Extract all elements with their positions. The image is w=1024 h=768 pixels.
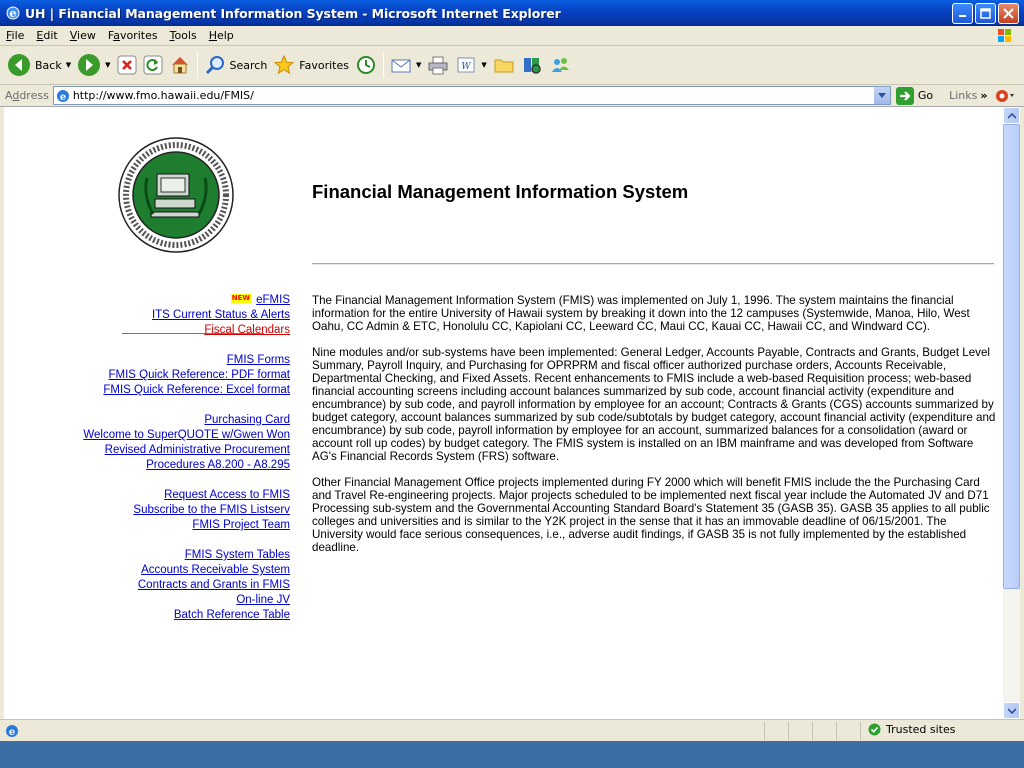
- mail-icon: [390, 54, 412, 76]
- maximize-icon: [980, 8, 991, 19]
- menu-view[interactable]: View: [69, 29, 96, 42]
- nav-link-project-team[interactable]: FMIS Project Team: [192, 519, 290, 531]
- nav-link-contracts-grants[interactable]: Contracts and Grants in FMIS: [137, 579, 290, 591]
- go-button[interactable]: Go: [896, 87, 933, 105]
- status-pane: [764, 722, 765, 740]
- chevron-down-icon: ▼: [416, 61, 422, 69]
- chevron-down-icon: ▼: [481, 61, 487, 69]
- chevron-up-icon: [1008, 113, 1016, 119]
- forward-button[interactable]: [74, 50, 113, 80]
- side-navigation: [83, 293, 290, 623]
- scrollbar-thumb[interactable]: [1003, 124, 1020, 589]
- article-body: [312, 294, 998, 567]
- forward-arrow-icon: [77, 53, 101, 77]
- messenger-button[interactable]: [546, 50, 574, 80]
- menu-file[interactable]: File: [6, 29, 25, 42]
- desktop-background: [0, 741, 1024, 768]
- nav-link-system-tables[interactable]: FMIS System Tables: [184, 549, 290, 561]
- close-window-button[interactable]: [998, 3, 1019, 24]
- address-bar: [0, 85, 1024, 107]
- menu-favorites[interactable]: Favorites: [107, 29, 158, 42]
- minimize-button[interactable]: [952, 3, 973, 24]
- page-title: Financial Management Information System: [312, 181, 689, 202]
- fmis-seal-logo: [117, 136, 235, 254]
- back-button[interactable]: Back ▼: [4, 50, 74, 80]
- toolbar-separator: [197, 52, 198, 78]
- status-pane: [812, 722, 813, 740]
- address-field[interactable]: [53, 86, 891, 105]
- research-button[interactable]: [518, 50, 546, 80]
- chevron-down-icon: ▼: [65, 61, 72, 69]
- paragraph: The Financial Management Information System (FMIS) was implemented on July 1, 1996. The system maintains the financial information for the entire University of Hawaii system by breaking it down into the 12 campuses (Systemwide, Manoa, Hilo, West Oahu, CC Admin & ETC, Honolulu CC, Kapiolani CC, Leeward CC, Maui CC, Kauai CC, Hawaii CC, and Windward CC).: [312, 294, 970, 333]
- word-edit-icon: [455, 54, 477, 76]
- security-zone[interactable]: Trusted sites: [868, 723, 956, 736]
- standard-toolbar: [0, 46, 1024, 85]
- menu-help[interactable]: Help: [208, 29, 234, 42]
- status-pane: [860, 722, 861, 740]
- links-toolbar[interactable]: Links: [949, 89, 978, 102]
- vertical-scrollbar[interactable]: [1003, 107, 1020, 719]
- nav-link-listserv[interactable]: Subscribe to the FMIS Listserv: [133, 504, 290, 516]
- chevron-down-icon: [1008, 708, 1016, 714]
- folder-button[interactable]: [490, 50, 518, 80]
- minimize-icon: [958, 8, 968, 18]
- history-button[interactable]: [352, 50, 380, 80]
- svg-text:e: e: [8, 726, 16, 738]
- menu-tools[interactable]: Tools: [169, 29, 197, 42]
- page-icon: [56, 89, 70, 103]
- nav-link-quick-ref-excel[interactable]: FMIS Quick Reference: Excel format: [103, 384, 290, 396]
- windows-logo-icon: [986, 27, 1020, 45]
- nav-link-request-access[interactable]: Request Access to FMIS: [164, 489, 290, 501]
- nav-link-batch-reference[interactable]: Batch Reference Table: [173, 609, 290, 621]
- title-divider: [312, 263, 994, 265]
- search-button[interactable]: Search: [201, 50, 271, 80]
- status-pane: [836, 722, 837, 740]
- maximize-button[interactable]: [975, 3, 996, 24]
- nav-link-fmis-forms[interactable]: FMIS Forms: [226, 354, 290, 366]
- chevron-down-icon: ▼: [105, 61, 111, 69]
- svg-text:e: e: [9, 7, 17, 20]
- nav-link-purchasing-card[interactable]: Purchasing Card: [204, 414, 290, 426]
- nav-link-accounts-receivable[interactable]: Accounts Receivable System: [141, 564, 290, 576]
- chevron-down-icon: [878, 93, 886, 99]
- nav-link-fiscal-calendars[interactable]: Fiscal Calendars: [204, 324, 290, 336]
- nav-link-quick-ref-pdf[interactable]: FMIS Quick Reference: PDF format: [108, 369, 290, 381]
- research-book-icon: [521, 54, 543, 76]
- history-icon: [355, 54, 377, 76]
- refresh-icon: [143, 55, 163, 75]
- paragraph: Nine modules and/or sub-systems have been implemented: General Ledger, Accounts Payable, Contracts and Grants, Budget Level Summary, Payroll Inquiry, and Purchasing for OPRPRM and fiscal officer authorized purchase orders, Accounts Receivable, Departmental Checking, and Fixed Assets. Recent enhancements to FMIS include a web-based Requisition process; web-based financial accounting screens including account balances summarized by sub code, account financial activity (expenditure and encumbrance) by sub code, and payroll information by employee for an account; Contracts & Grants (CGS) accounts summarized by budget category, account balances summarized by sub code/subtotals by budget category, account financial activity (expenditure and encumbrance) by sub code, payroll information by employee for an account, summarized balances for a consolidation (award or account roll up codes) by budget category. The FMIS system is installed on an IBM mainframe and was developed from Software AG's Financial Records System (FRS) software.: [312, 346, 996, 463]
- address-dropdown-button[interactable]: [873, 87, 890, 104]
- search-icon: [204, 54, 226, 76]
- menu-edit[interactable]: Edit: [36, 29, 58, 42]
- messenger-people-icon: [549, 54, 571, 76]
- refresh-button[interactable]: [140, 50, 166, 80]
- nav-link-its-status[interactable]: ITS Current Status & Alerts: [151, 309, 290, 321]
- home-button[interactable]: [166, 50, 194, 80]
- page-content: [0, 107, 1024, 719]
- status-pane: [788, 722, 789, 740]
- address-input[interactable]: [73, 89, 863, 102]
- close-icon: [1003, 8, 1014, 19]
- nav-link-superquote[interactable]: Welcome to SuperQUOTE w/Gwen Won: [83, 429, 290, 441]
- scroll-up-button[interactable]: [1003, 107, 1020, 124]
- window-title: UH | Financial Management Information System - Microsoft Internet Explorer: [25, 5, 561, 21]
- new-badge: NEW: [231, 294, 251, 302]
- status-bar: [0, 719, 1024, 741]
- mail-button[interactable]: [387, 50, 424, 80]
- favorites-button[interactable]: Favorites: [270, 50, 352, 80]
- svg-text:e: e: [59, 91, 67, 103]
- favorites-star-icon: [273, 54, 295, 76]
- chevron-right-double-icon[interactable]: »: [980, 89, 988, 102]
- home-icon: [169, 54, 191, 76]
- nav-link-online-jv[interactable]: On-line JV: [236, 594, 290, 606]
- print-button[interactable]: [424, 50, 452, 80]
- svg-text:W: W: [461, 62, 472, 72]
- address-label: Address: [5, 89, 49, 102]
- folder-icon: [493, 54, 515, 76]
- nav-link-efmis[interactable]: NEW eFMIS: [231, 294, 290, 306]
- nav-link-admin-procurement[interactable]: Revised Administrative Procurement: [104, 444, 290, 456]
- internet-explorer-icon: [5, 5, 21, 21]
- back-arrow-icon: [7, 53, 31, 77]
- toolbar-separator: [383, 52, 384, 78]
- menu-bar: [0, 26, 1024, 46]
- print-icon: [427, 54, 449, 76]
- paragraph: Other Financial Management Office projects implemented during FY 2000 which will benefit FMIS include the the Purchasing Card and Travel Re-engineering projects. Major projects scheduled to be implemented next fiscal year include the Automated JV and D71 Processing sub-system and the Governmental Accounting Standard Board's Statement 35 (GASB 35). GASB 35 applies to all public colleges and universities and is similar to the Y2K project in the sense that it has an immovable deadline of 06/15/2001. The University would face serious consequences, i.e., adverse audit findings, if GASB 35 is not fully implemented by the established deadline.: [312, 476, 990, 554]
- edit-button[interactable]: [452, 50, 489, 80]
- trusted-check-icon: [868, 723, 881, 736]
- toolbar-addon-icon[interactable]: [995, 88, 1015, 104]
- stop-button[interactable]: [114, 50, 140, 80]
- page-status-icon: [4, 723, 20, 739]
- stop-icon: [117, 55, 137, 75]
- go-arrow-icon: [896, 87, 914, 105]
- window-title-bar[interactable]: [0, 0, 1024, 26]
- scroll-down-button[interactable]: [1003, 702, 1020, 719]
- nav-link-procedures[interactable]: Procedures A8.200 - A8.295: [146, 459, 290, 471]
